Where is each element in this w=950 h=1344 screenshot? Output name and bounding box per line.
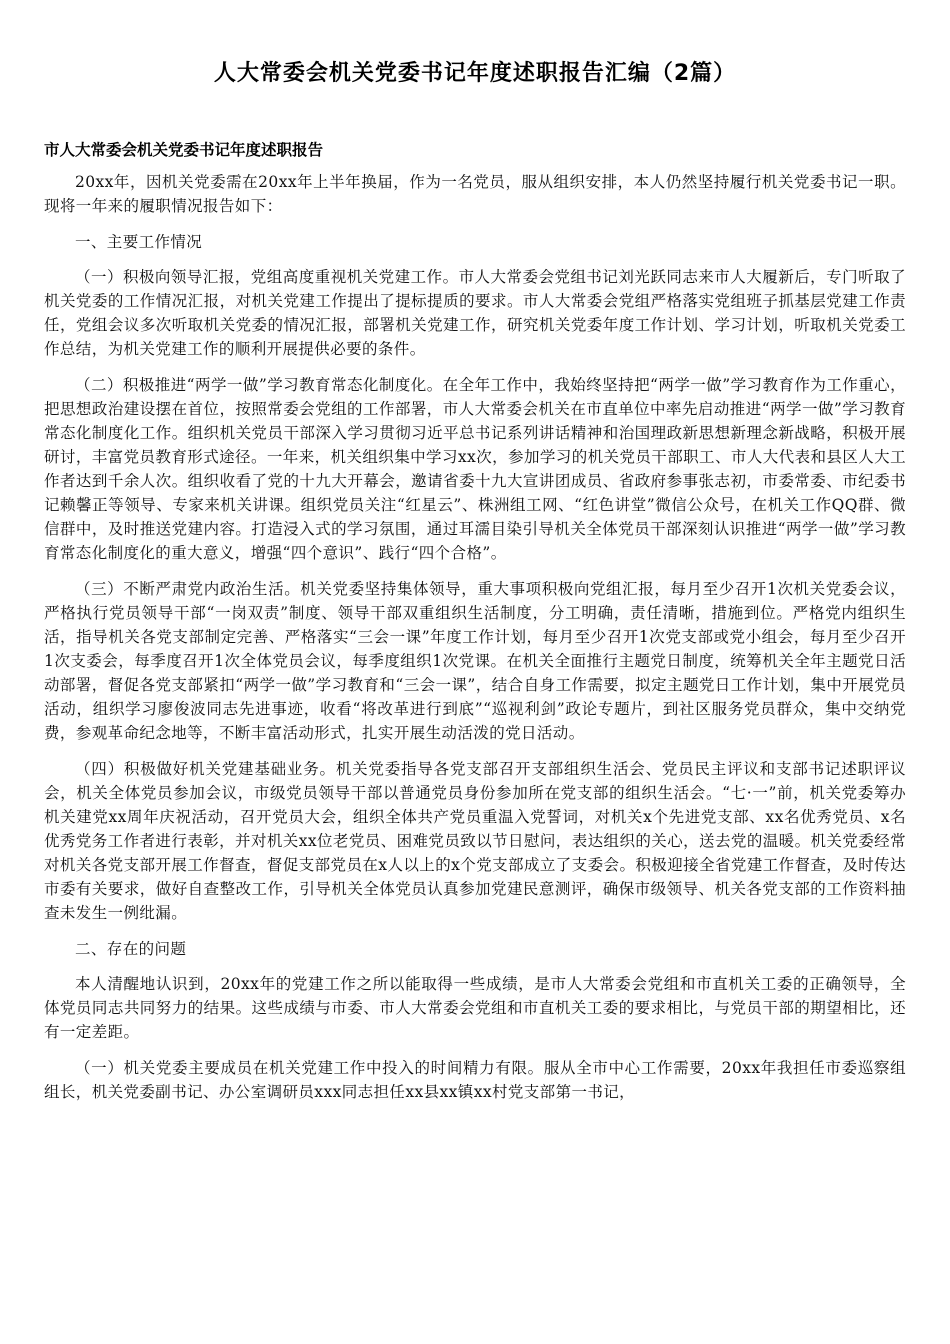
section-heading-main-work: 一、主要工作情况	[75, 233, 203, 251]
body-paragraph: （二）积极推进“两学一做”学习教育常态化制度化。在全年工作中，我始终坚持把“两学一做”学习教育作为工作重心，把思想政治建设摆在首位，按照常委会党组的工作部署，市人大常委会机关在市直单位中率先启动推进“两学一做”学习教育常态化制度化工作。组织机关党员干部深入学习贯彻习近平总书记系列讲话精神和治国理政新思想新理念新战略，积极开展研讨，丰富党员教育形式途径。一年来，机关组织集中学习xx次，参加学习的机关党员干部职工、市人大代表和县区人大工作者达到千余人次。组织收看了党的十九大开幕会，邀请省委十九大宣讲团成员、省政府参事张志初，市委常委、市纪委书记赖馨正等领导、专家来机关讲课。组织党员关注“红星云”、株洲组工网、“红色讲堂”微信公众号，在机关工作QQ群、微信群中，及时推送党建内容。打造浸入式的学习氛围，通过耳濡目染引导机关全体党员干部深刻认识推进“两学一做”学习教育常态化制度化的重大意义，增强“四个意识”、践行“四个合格”。	[44, 376, 906, 562]
body-paragraph: （四）积极做好机关党建基础业务。机关党委指导各党支部召开支部组织生活会、党员民主评议和支部书记述职评议会，机关全体党员参加会议，市级党员领导干部以普通党员身份参加所在党支部的组织生活会。“七·一”前，机关党委筹办机关建党xx周年庆祝活动，召开党员大会，组织全体共产党员重温入党誓词，对机关x个先进党支部、xx名优秀党员、x名优秀党务工作者进行表彰，并对机关xx位老党员、困难党员致以节日慰问，表达组织的关心，送去党的温暖。机关党委经常对机关各党支部开展工作督查，督促支部党员在x人以上的x个党支部成立了支委会。积极迎接全省党建工作督查，及时传达市委有关要求，做好自查整改工作，引导机关全体党员认真参加党建民意测评，确保市级领导、机关各党支部的工作资料抽查未发生一例纰漏。	[44, 760, 906, 922]
section-heading-problems: 二、存在的问题	[75, 940, 187, 958]
body-paragraph: （一）积极向领导汇报，党组高度重视机关党建工作。市人大常委会党组书记刘光跃同志来市人大履新后，专门听取了机关党委的工作情况汇报，对机关党建工作提出了提标提质的要求。市人大常委会党组严格落实党组班子抓基层党建工作责任，党组会议多次听取机关党委的情况汇报，部署机关党建工作，研究机关党委年度工作计划、学习计划，听取机关党委工作总结，为机关党建工作的顺利开展提供必要的条件。	[44, 268, 906, 358]
report-title: 市人大常委会机关党委书记年度述职报告	[44, 141, 324, 159]
body-paragraph: （一）机关党委主要成员在机关党建工作中投入的时间精力有限。服从全市中心工作需要，20xx年我担任市委巡察组组长，机关党委副书记、办公室调研员xxx同志担任xx县xx镇xx村党支部第一书记，	[44, 1059, 906, 1101]
body-paragraph: （三）不断严肃党内政治生活。机关党委坚持集体领导，重大事项积极向党组汇报，每月至少召开1次机关党委会议，严格执行党员领导干部“一岗双责”制度、领导干部双重组织生活制度，分工明确，责任清晰，措施到位。严格党内组织生活，指导机关各党支部制定完善、严格落实“三会一课”年度工作计划，每月至少召开1次党支部或党小组会，每月至少召开1次支委会，每季度召开1次全体党员会议，每季度组织1次党课。在机关全面推行主题党日制度，统筹机关全年主题党日活动部署，督促各党支部紧扣“两学一做”学习教育和“三会一课”，结合自身工作需要，拟定主题党日工作计划，集中开展党员活动，组织学习廖俊波同志先进事迹，收看“将改革进行到底”“巡视利剑”政论专题片，到社区服务党员群众，集中交纳党费，参观革命纪念地等，不断丰富活动形式，扎实开展生动活泼的党日活动。	[44, 580, 906, 742]
document-title: 人大常委会机关党委书记年度述职报告汇编（2篇）	[213, 61, 737, 86]
body-paragraph: 本人清醒地认识到，20xx年的党建工作之所以能取得一些成绩，是市人大常委会党组和市直机关工委的正确领导，全体党员同志共同努力的结果。这些成绩与市委、市人大常委会党组和市直机关工委的要求相比，与党员干部的期望相比，还有一定差距。	[44, 975, 906, 1041]
report-body	[44, 170, 906, 1104]
intro-paragraph: 20xx年，因机关党委需在20xx年上半年换届，作为一名党员，服从组织安排，本人仍然坚持履行机关党委书记一职。现将一年来的履职情况报告如下：	[44, 173, 906, 215]
